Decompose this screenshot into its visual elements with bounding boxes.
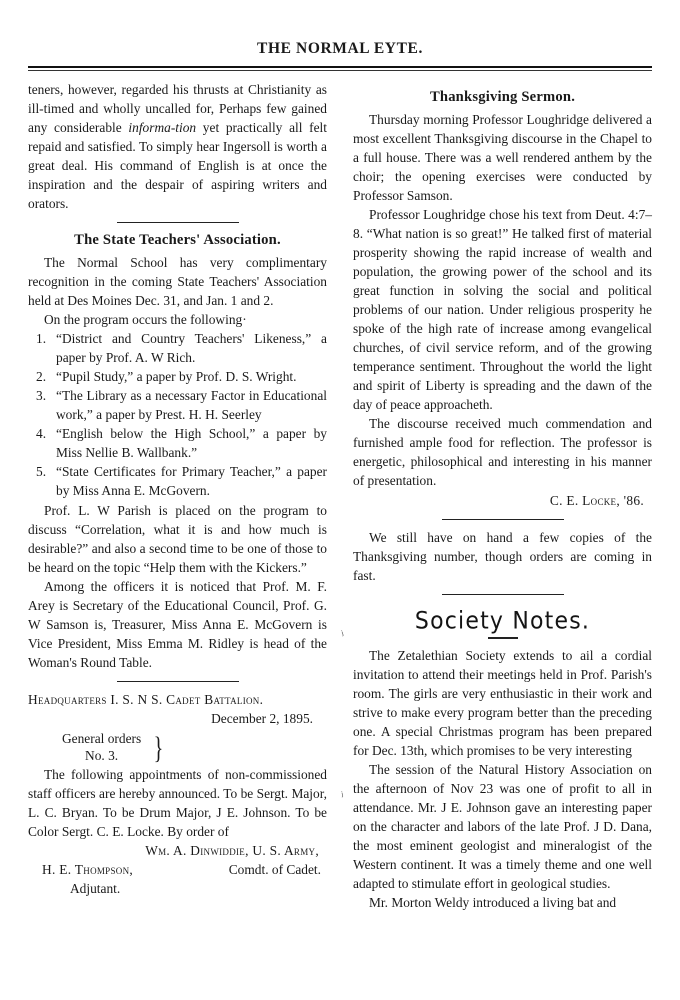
paragraph-sermon-intro: Thursday morning Professor Loughridge delivered a most excellent Thanksgiving discourse in the Chapel to a full house. There was a well rendered anthem by the choir; the opening exercises were conducted by Professor Samson. xyxy=(353,111,652,203)
list-item-text: “District and Country Teachers' Likeness,” a paper by Prof. A. W Rich. xyxy=(56,331,327,366)
byline-locke: C. E. Locke, '86. xyxy=(549,492,644,508)
list-item-text: “English below the High School,” a paper by Miss Nellie B. Wallbank.” xyxy=(56,426,327,461)
list-item xyxy=(28,462,327,500)
headquarters-heading: Headquarters I. S. N S. Cadet Battalion. xyxy=(28,691,264,707)
paragraph-natural-history: The session of the Natural History Association on the afternoon of Nov 23 was one of profit to all in attendance. Mr. J E. Johnson gave an interesting paper on the character and labors of the late Prof. J D. Dana, the most eminent geologist and mineralogist of the Western continent. It was a timely theme and one well adapted to stimulate effort in geological studies. xyxy=(353,762,652,892)
list-item-text: “Pupil Study,” a paper by Prof. D. S. Wright. xyxy=(56,369,297,385)
list-item-number: 2. xyxy=(36,369,47,385)
list-item-number: 5. xyxy=(36,464,47,480)
list-item xyxy=(28,386,327,424)
program-list xyxy=(28,329,327,500)
list-item-text: “State Certificates for Primary Teacher,” a paper by Miss Anna E. McGovern. xyxy=(56,464,327,499)
list-item-number: 3. xyxy=(36,388,47,404)
general-orders-lines xyxy=(62,730,141,764)
page-title xyxy=(28,0,652,64)
section-heading-thanksgiving-sermon: Thanksgiving Sermon. xyxy=(429,88,576,105)
section-heading-state-teachers: The State Teachers' Association. xyxy=(74,231,281,248)
paragraph-appointments: The following appointments of non-commissioned staff officers are hereby announced. To be Sergt. Major, L. C. Bryan. To be Drum Major, J E. Johnson. To be Color Sergt. C. E. Locke. By order of xyxy=(28,767,327,840)
general-orders-block xyxy=(62,730,327,764)
general-orders-label: General orders xyxy=(62,731,142,747)
signature-title: Comdt. of Cadet. xyxy=(228,862,321,878)
list-item-number: 4. xyxy=(36,426,47,442)
signature-adjutant-label: Adjutant. xyxy=(70,881,121,897)
continued-text-rest: yet practically all felt repaid and satisfied. To simply hear Ingersoll is worth a great deal. His command of English is at once the inspiration and the despair of aspiring writers and orators. xyxy=(28,119,327,211)
continued-text-start: teners, however, regarded his thrusts at Christianity as ill-timed and wholly uncalled for, Perhaps few gained any considerable xyxy=(28,81,327,135)
paragraph-copies-available: We still have on hand a few copies of the Thanksgiving number, though orders are coming in fast. xyxy=(353,529,652,583)
left-column xyxy=(28,80,327,913)
paragraph-parish-correlation: Prof. L. W Parish is placed on the program to discuss “Correlation, what it is and how much is desirable?” and also a second time to be one of those to be heard on the topic “Help them with the Kickers.” xyxy=(28,502,327,575)
list-item xyxy=(28,424,327,462)
masthead-rule xyxy=(28,66,652,71)
signature-row xyxy=(28,860,327,879)
paragraph-discourse: The discourse received much commendation and furnished ample food for reflection. The professor is energetic, philosophical and interesting in his manner of presentation. xyxy=(353,416,652,489)
scan-artifact-mark: ⱼ xyxy=(339,786,345,800)
masthead-title: THE NORMAL EYTE. xyxy=(257,40,423,57)
society-notes-underline xyxy=(488,637,518,639)
orders-date: December 2, 1895. xyxy=(211,711,313,726)
signature-commander: Wm. A. Dinwiddie, U. S. Army, xyxy=(145,843,319,859)
signature-adjutant-name: H. E. Thompson, xyxy=(42,862,134,878)
section-divider xyxy=(117,681,239,682)
continued-paragraph xyxy=(28,80,327,213)
scan-artifact-mark: ⱼ xyxy=(339,625,345,638)
paragraph-normal-school: The Normal School has very complimentary recognition in the coming State Teachers' Association held at Des Moines Dec. 31, and Jan. 1 and 2. xyxy=(28,254,327,309)
list-item-number: 1. xyxy=(36,331,47,347)
continued-italic-word: informa-tion xyxy=(128,119,197,135)
right-column xyxy=(353,80,652,913)
list-item xyxy=(28,329,327,367)
general-orders-number: No. 3. xyxy=(85,748,119,764)
section-heading-society-notes: Society Notes. xyxy=(414,607,591,635)
section-divider xyxy=(442,519,564,520)
section-divider xyxy=(117,222,239,223)
paragraph-morton-weldy: Mr. Morton Weldy introduced a living bat and xyxy=(369,895,617,911)
paragraph-program-intro: On the program occurs the following· xyxy=(44,312,247,328)
list-item xyxy=(28,367,327,386)
paragraph-sermon-text: Professor Loughridge chose his text from Deut. 4:7–8. “What nation is so great!” He talked first of material prosperity showing the rapid increase of wealth and population, the growing power of the school and its great function in solving the social and political problems of our nation. Under religious prosperity he spoke of the high rate of increase among evangelical churches, of civil service reform, and of the growing temperance sentiment. Throughout the world the light and spirit of Liberty is spreading and the dawn of the day of peace approacheth. xyxy=(353,206,652,413)
list-item-text: “The Library as a necessary Factor in Educational work,” a paper by Prest. H. H. Seerley xyxy=(56,388,327,423)
paragraph-officers: Among the officers it is noticed that Prof. M. F. Arey is Secretary of the Educational Council, Prof. G. W Samson is, Treasurer, Miss Anna E. McGovern is Vice President, Miss Emma M. Ridley is head of the Woman's Round Table. xyxy=(28,578,327,670)
section-divider xyxy=(442,594,564,595)
paragraph-zetalethian: The Zetalethian Society extends to ail a cordial invitation to attend their meetings held in Prof. Parish's room. The girls are very enthusiastic in their work and strive to make every program better than the preceding one. A special Christmas program has been prepared for Dec. 13th, which promises to be very interesting xyxy=(353,647,652,758)
brace-glyph: } xyxy=(153,729,164,765)
